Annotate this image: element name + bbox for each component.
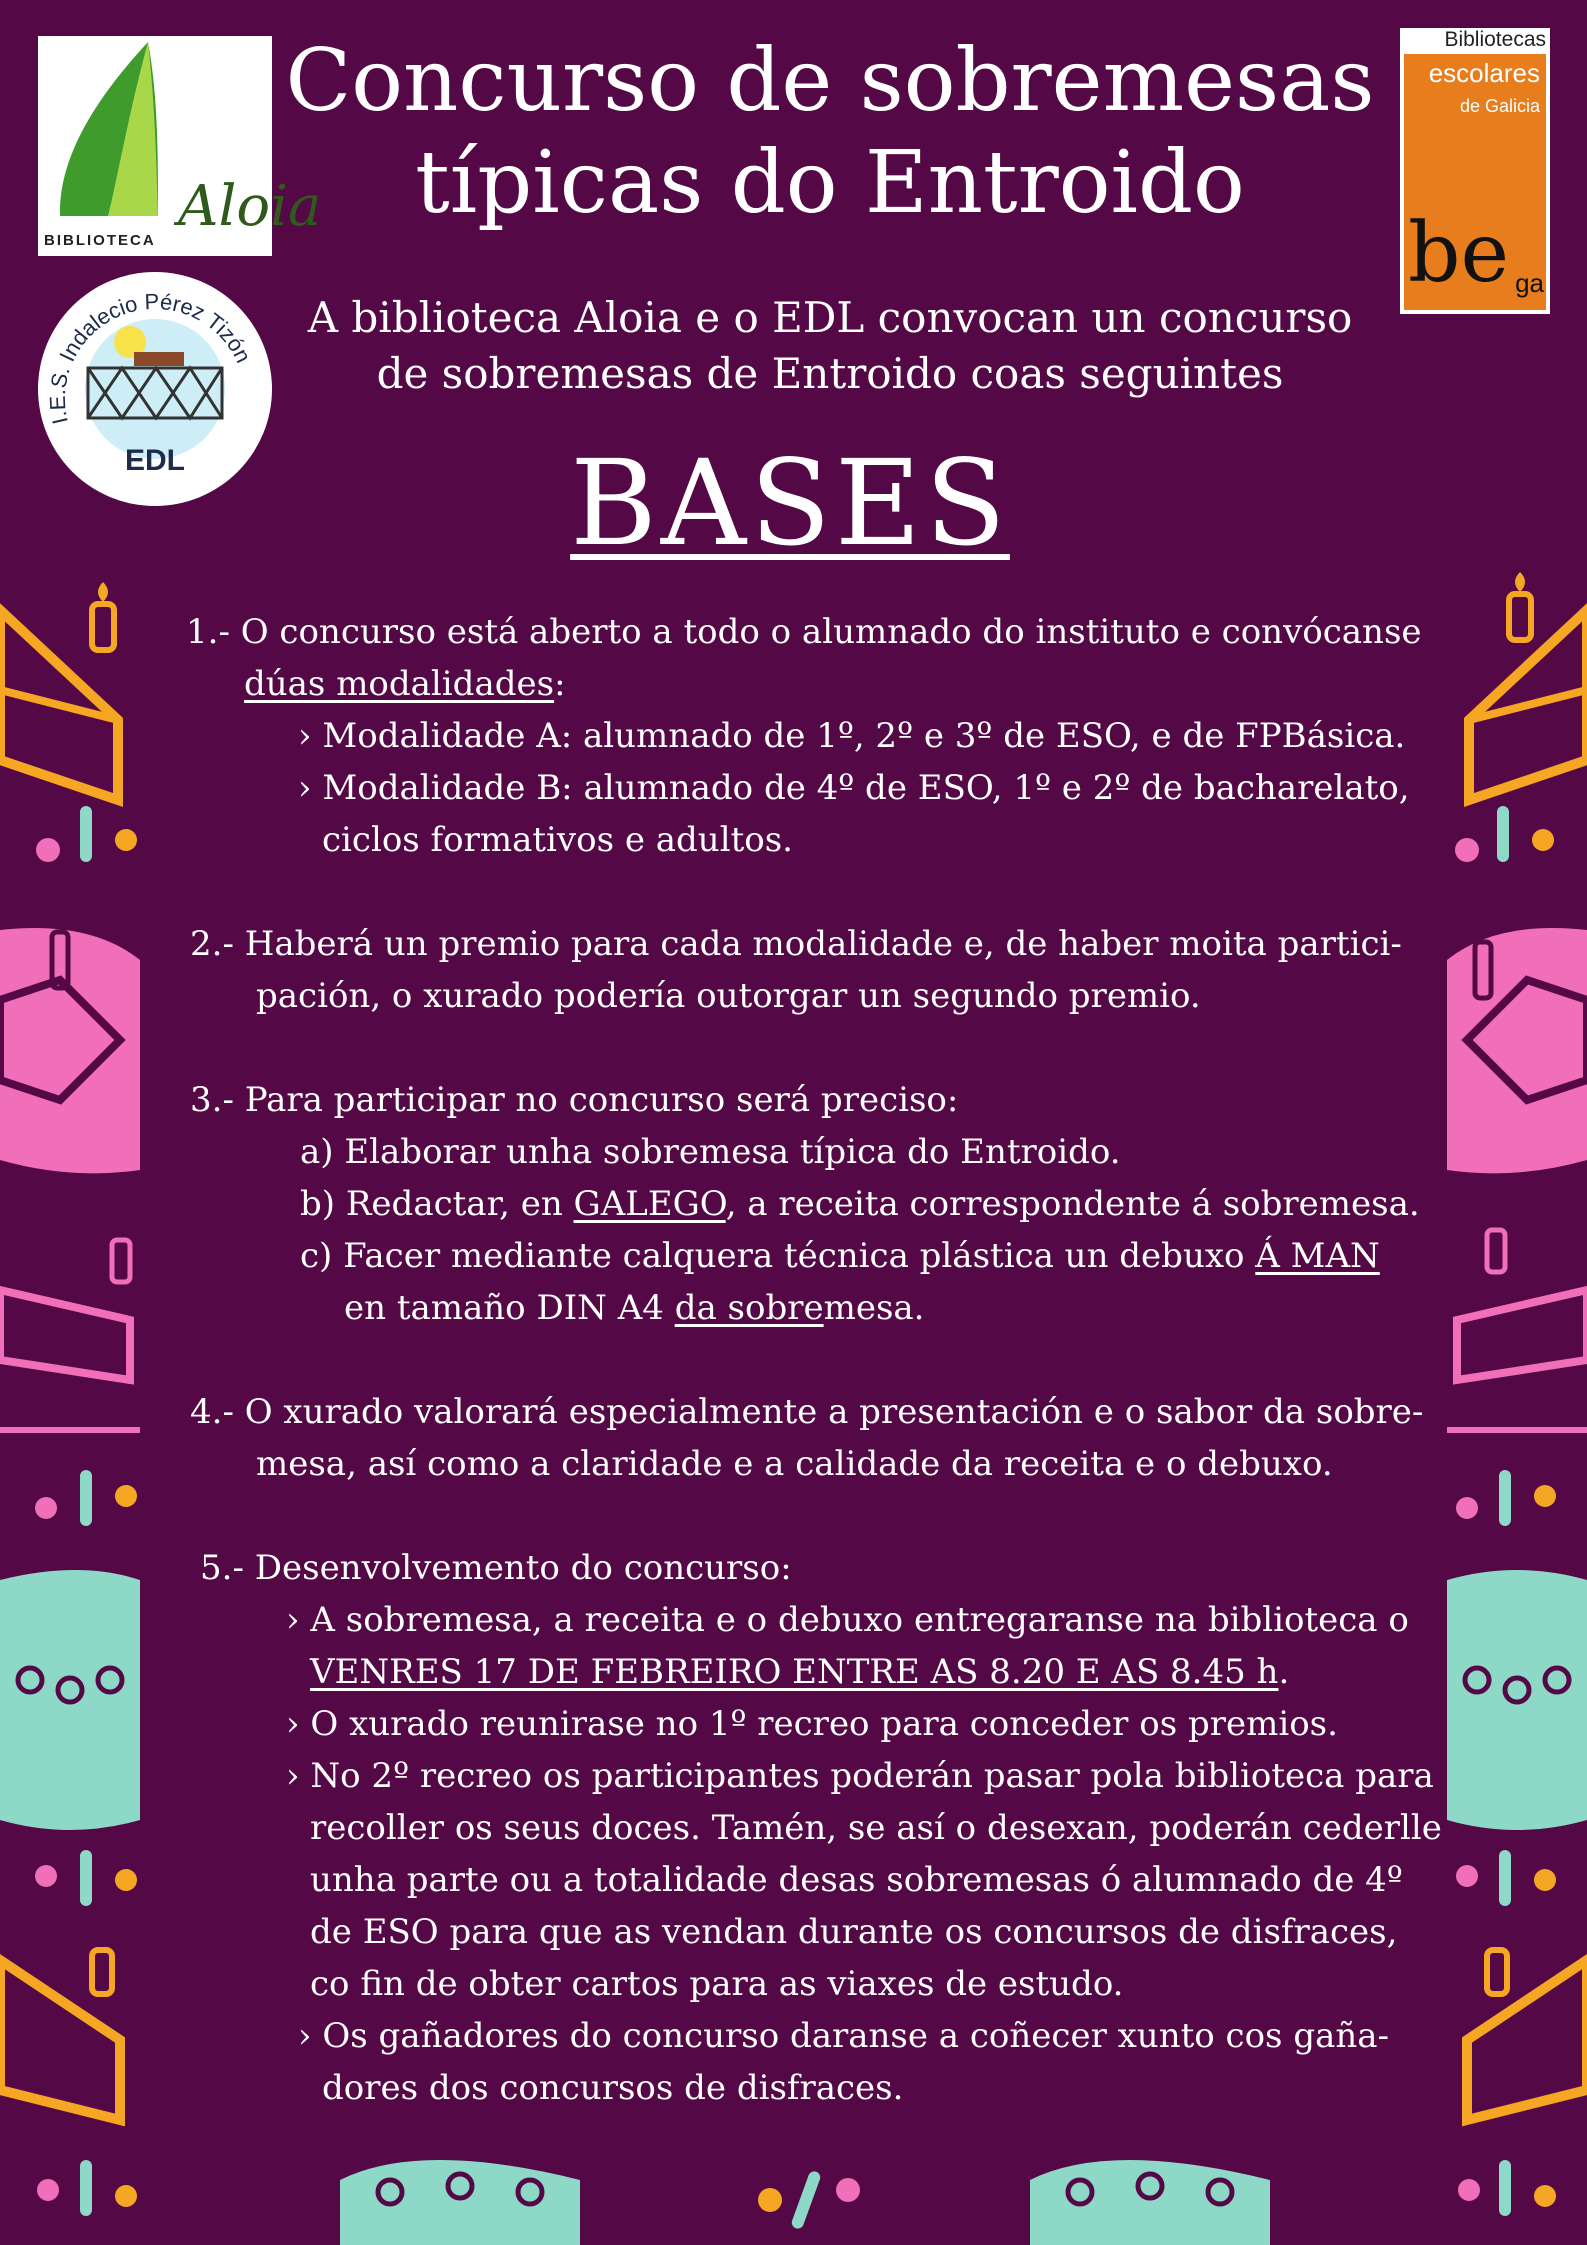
date-underlined: VENRES 17 DE FEBREIRO ENTRE AS 8.20 E AS 8.45 h	[310, 1652, 1279, 1692]
rule-5-item-1: › A sobremesa, a receita e o debuxo entregaranse na biblioteca o	[286, 1600, 1409, 1640]
modalidade-a: › Modalidade A: alumnado de 1º, 2º e 3º de ESO, e de FPBásica.	[298, 716, 1406, 756]
rule-3-item-b	[300, 1178, 1420, 1230]
a-man-underlined: Á MAN	[1255, 1236, 1380, 1276]
pink-cake-slice-icon	[1447, 1230, 1587, 1430]
galego-underlined: GALEGO	[573, 1184, 726, 1224]
orange-cake-slice-bottom-icon	[1467, 1950, 1587, 2120]
intro-line-2: de sobremesas de Entroido coas seguintes	[376, 349, 1284, 398]
rule-5-item-2: › O xurado reunirase no 1º recreo para conceder os premios.	[286, 1704, 1338, 1744]
rule-5-item-3-l2: recoller os seus doces. Tamén, se así o desexan, poderán cederlle	[310, 1808, 1442, 1848]
pink-cake-icon	[0, 928, 140, 1173]
modalidade-b-cont: ciclos formativos e adultos.	[322, 820, 793, 860]
bega-line2: escolares	[1428, 58, 1540, 88]
rule-5-item-3-l5: co fin de obter cartos para as viaxes de estudo.	[310, 1964, 1124, 2004]
rule-3-item-c-cont-start: en tamaño DIN A4	[344, 1288, 675, 1328]
orange-cake-slice-icon	[1469, 572, 1587, 800]
rule-3-item-c-cont	[344, 1282, 924, 1334]
rule-1-line-2-tail: :	[554, 664, 566, 704]
bases-heading: BASES	[570, 434, 1010, 572]
rule-5-date-tail: .	[1278, 1652, 1290, 1692]
rule-1-line-1: 1.- O concurso está aberto a todo o alumnado do instituto e convócanse	[186, 612, 1422, 652]
ies-arc-label: I.E.S. Indalecio Pérez Tizón	[44, 288, 257, 427]
rule-3-item-c	[300, 1230, 1380, 1282]
rule-2-line-1: 2.- Haberá un premio para cada modalidade e, de haber moita partici-	[190, 924, 1402, 964]
modalidade-b: › Modalidade B: alumnado de 4º de ESO, 1º e 2º de bacharelato,	[298, 768, 1410, 808]
rule-5-item-3-l3: unha parte ou a totalidade desas sobremesas ó alumnado de 4º	[310, 1860, 1403, 1900]
teal-cake-icon	[0, 1570, 140, 1830]
rule-3-item-b-start: b) Redactar, en	[300, 1184, 574, 1224]
title-line-1: Concurso de sobremesas	[285, 31, 1375, 131]
right-cake-decoration	[1447, 0, 1587, 2245]
rule-4-line-1: 4.- O xurado valorará especialmente a presentación e o sabor da sobre-	[190, 1392, 1424, 1432]
teal-cake-bottom-left-icon	[340, 2160, 580, 2245]
orange-cake-slice-bottom-icon	[0, 1950, 120, 2120]
edl-label: EDL	[125, 444, 185, 477]
rule-3-item-c-cont-end: mesa.	[823, 1288, 925, 1328]
rule-2-line-2: pación, o xurado podería outorgar un segundo premio.	[256, 976, 1201, 1016]
rule-4-line-2: mesa, así como a claridade e a calidade da receita e o debuxo.	[256, 1444, 1333, 1484]
pink-cake-icon	[1447, 928, 1587, 1173]
rule-5-item-4-l2: dores dos concursos de disfraces.	[322, 2068, 904, 2108]
bega-line1: Bibliotecas	[1444, 28, 1546, 51]
rule-3-item-b-end: , a receita correspondente á sobremesa.	[725, 1184, 1420, 1224]
bega-orange-panel	[1404, 54, 1546, 310]
title-line-2: típicas do Entroido	[415, 133, 1245, 233]
pink-cake-slice-icon	[0, 1240, 140, 1430]
rule-5-item-4: › Os gañadores do concurso daranse a coñecer xunto cos gaña-	[298, 2016, 1390, 2056]
ies-edl-logo	[38, 272, 272, 506]
intro-line-1: A biblioteca Aloia e o EDL convocan un concurso	[307, 293, 1353, 342]
bottom-cake-decoration	[300, 2140, 1300, 2245]
da-sobre-underlined: da sobre	[674, 1288, 824, 1328]
rule-3-item-c-start: c) Facer mediante calquera técnica plástica un debuxo	[300, 1236, 1256, 1276]
teal-cake-bottom-right-icon	[1030, 2160, 1270, 2245]
bega-mark: be	[1408, 206, 1510, 301]
poster-title	[280, 30, 1380, 234]
aloia-logo-text: Aloia	[178, 174, 322, 239]
modalidades-underlined: dúas modalidades	[244, 664, 555, 704]
rule-3-line-1: 3.- Para participar no concurso será preciso:	[190, 1080, 959, 1120]
rule-1-line-2	[244, 658, 566, 710]
aloia-logo-subtitle: BIBLIOTECA	[44, 232, 156, 249]
aloia-library-logo	[38, 36, 322, 256]
bega-line3: de Galicia	[1459, 96, 1540, 116]
rule-5-date	[310, 1646, 1289, 1698]
bega-mark-suffix: ga	[1515, 268, 1544, 298]
intro-text	[280, 290, 1380, 402]
rule-5-item-3: › No 2º recreo os participantes poderán pasar pola biblioteca para	[286, 1756, 1434, 1796]
bibliotecas-escolares-logo	[1400, 28, 1550, 314]
teal-cake-icon	[1447, 1570, 1587, 1830]
rule-5-item-3-l4: de ESO para que as vendan durante os concursos de disfraces,	[310, 1912, 1398, 1952]
orange-cake-slice-icon	[0, 582, 118, 800]
rule-3-item-a: a) Elaborar unha sobremesa típica do Entroido.	[300, 1132, 1121, 1172]
rule-5-line-1: 5.- Desenvolvemento do concurso:	[200, 1548, 792, 1588]
